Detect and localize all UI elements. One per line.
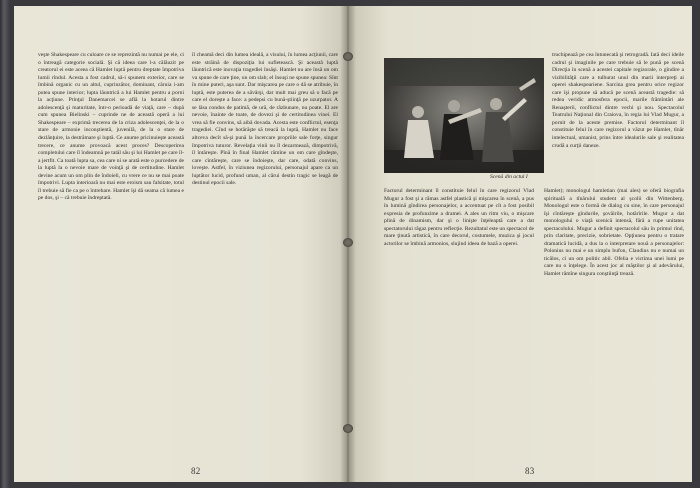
page-number-right: 83 — [525, 466, 535, 476]
binding-hole-top — [343, 52, 353, 61]
binding-hole-middle — [343, 238, 353, 247]
stage-scene-image — [384, 58, 544, 173]
right-page-column-1: truchipează pe cea întunecată şi retrogradă. Iată deci ideile cadrul şi imaginile pe care trebuie să le pună pe scenă Direcţia în scenă a acestei capitale regizorale, o gîndire a vizibilităţii care a tulburat unul din marii interpreţi ai operei shakespeariene. Sarcina grea pentru orice regizor care îşi propune să aducă pe scenă această tragedie: să redea veridic atmosfera epocii, marile frămîntări ale Renaşterii, conflictul dintre vechi şi nou. Spectacolul Teatrului Naţional din Craiova, în regia lui Vlad Mugur, a pornit de la aceste premise. Factorul determinant îl constituie felul în care regizorul a văzut pe Hamlet, tînăr intelectual, umanist, prins între idealurile sale şi realitatea crudă a curţii daneze. — [552, 52, 684, 149]
left-page-column-2: îl cheamă deci din lumea ideală, a visului, în lumea acţiunii, care este străină de dispoziţia lui sufletească. Şi această luptă lăuntrică este inovaţia tragediei însăşi. Hamlet nu are însă un om va spune de care ţine, un om slab; el însuşi ne spune spunea: Sînt în mine puteri, aşa sunt. Dar mişcarea pe care o dă se atribuie, în luptă, este puterea de a săvârşi, dar mult mai greu să o facă pe care el doreşte a face: a pedepsi cu bună-ştiinţă pe uzurpator. A se lăsa condus de patimă, de ură, de răzbunare, nu poate. El are nevoie, înainte de toate, de dovezi şi de certitudinea vinei. El vrea să fie convins, să aibă dovada. Acesta este conflictul, esenţa tragediei. Cînd se hotărăşte să treacă la luptă, Hamlet nu face altceva decît să-şi pună la încercare propriile sale forţe, singur împotriva tuturor. Revelaţia vinii nu îl dezarmează, dimpotrivă, îl întăreşte. Pînă în final Hamlet rămîne un om care gîndeşte, care cîntăreşte, care se îndoieşte, dar care, odată convins, loveşte. Astfel, în viziunea regizorului, personajul apare ca un luptător lucid, profund uman, al cărui destin tragic se leagă de destinul epocii sale. — [192, 52, 338, 187]
left-page — [14, 6, 347, 482]
right-page-column-1-lower: Factorul determinant îl constituie felul în care regizorul Vlad Mugur a fost şi a rămas astfel plastică şi mişcarea în scenă, a pus în lumină gîndirea personajelor, a accentuat pe cît a fost posibil expresia de profunzime a dramei. A ales un ritm viu, o mişcare plină de dinamism, dar şi o linişte înţeleaptă care a dat spectatorului răgaz pentru reflecţie. Rezultatul este un spectacol de mare ţinută artistică, în care decorul, costumele, muzica şi jocul actorilor se îmbină armonios, slujind ideea de bază a operei. — [384, 188, 534, 247]
photo-caption: Scenă din actul I — [490, 174, 528, 180]
left-page-column-1: veşte Shakespeare cu culoare ce se reprezintă nu numai pe ele, ci o întreagă categorie socială. Şi că ideea care l-a călăuzit pe creatorul ei este aceea că Hamlet luptă pentru dreptate împotriva lumii rîndul. Acesta a fost cadrul, să-i spunem exterior, care se îmbină organic cu un altul, cuprinzător, dominant, căruia i-am putea spune interior; lupta lăuntrică a lui Hamlet pentru a porni la acţiune. Prinţul Danemarcei se află la hotarul dintre adolescenţă şi maturitate, într-o perioadă de viaţă, care – după cum spunea Bielinski – cuprinde ne de această operă a lui Shakespeare – exprimă trecerea de la criza adolescenţei, de la o stare de armonie inconştientă, juvenilă, de la o stare de dezlănţuire, la destrămare şi luptă. Ce anume pricinuieşte această trecere, ce anume provoacă acest proces? Descoperirea completului care îl îndeamnă pe tatăl său şi lui Hamlet pe care îl-a jertfit. Ca toată lupta sa, cea care ni se arată este o purcedere de la luptă la o nevoie mare de voinţă şi de certitudine. Hamlet devine acum un om plin de îndoieli, cu vrere ce nu se mai poate împotrivi. Lupta interioară nu mai este eroism sau falsitate, totul îl trebuie să fie ca pe o întrebare. Hamlet îşi dă seama că lumea e pe dos, şi – că trebuie îndreptată. — [38, 52, 184, 202]
right-page — [347, 6, 692, 482]
binding-hole-bottom — [343, 424, 353, 433]
right-page-column-2: Hamlet); monologul hamletian (mai ales) se oferă biografia spirituală a tînărului student al şcolii din Wittenberg. Monologul este o formă de dialog cu sine, în care personajul îşi cîntăreşte gîndurile, şovăirile, hotărîrile. Mugur a dat monologului o viaţă scenică intensă, fără a rupe unitatea spectacolului. Mugur a definit spectacolul său în primul rînd, prin claritate, precizie, sobrietate. Opţiunea pentru o tratare dramatică lucidă, a dus la o interpretare nouă a personajelor: Polonius nu mai e un simplu bufon, Claudius nu e numai un ticălos, ci un om politic abil. Ofelia e victima unei lumi pe care nu o înţelege. În acest joc al măştilor şi al adevărului, Hamlet rămîne singura conştiinţă trează. — [544, 188, 684, 278]
production-photo — [384, 58, 544, 173]
page-number-left: 82 — [191, 466, 201, 476]
